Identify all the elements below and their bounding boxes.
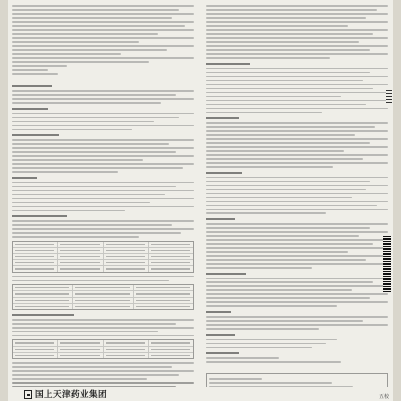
section-heading [12, 85, 52, 87]
data-table [12, 241, 194, 273]
left-column [12, 3, 194, 401]
section-heading [12, 215, 67, 217]
section-heading [12, 177, 37, 179]
section-heading [206, 218, 235, 220]
registration-mark [386, 90, 392, 104]
section-heading [12, 134, 59, 136]
section-heading [206, 311, 231, 313]
version-code: 五校 [378, 394, 389, 400]
section-heading [12, 314, 74, 316]
section-heading [206, 172, 242, 174]
package-insert-sheet [8, 0, 393, 401]
data-table [12, 284, 194, 310]
section-heading [206, 273, 246, 275]
section-heading [12, 108, 48, 110]
section-heading [206, 63, 250, 65]
data-table [12, 339, 194, 359]
barcode-strip [383, 236, 391, 292]
section-heading [206, 334, 235, 336]
footer [8, 387, 393, 401]
company-name: 国上天津药业集团 [35, 390, 107, 400]
section-heading [206, 352, 239, 354]
section-heading [206, 117, 239, 119]
company-logo-icon [24, 390, 32, 399]
right-column [206, 3, 388, 401]
